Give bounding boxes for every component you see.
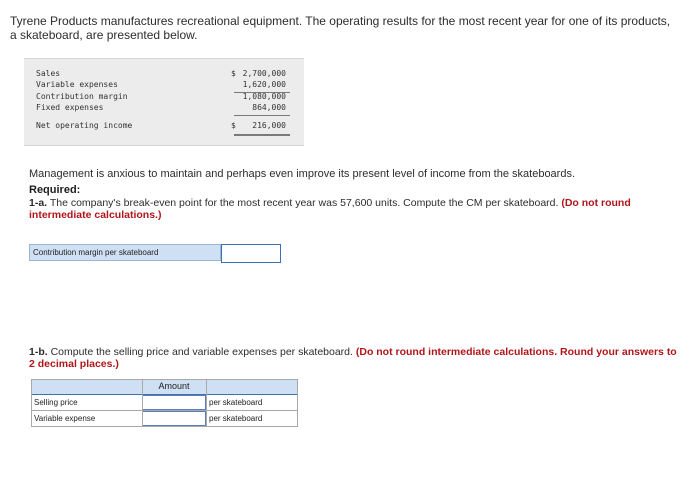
statement-row-net-operating-income [24, 120, 304, 132]
row-label: Selling price [34, 398, 78, 407]
question-1b [29, 346, 679, 370]
subtotal-rule [234, 115, 290, 116]
required-heading: Required: [29, 184, 81, 196]
column-divider [206, 379, 207, 427]
statement-row-fixed-expenses [24, 102, 304, 114]
statement-label: Fixed expenses [36, 103, 104, 112]
answer-table-1b [31, 379, 298, 427]
question-instruction: (Do not round intermediate calculations.) [29, 197, 631, 221]
unit-label: per skateboard [209, 398, 263, 407]
question-1a [29, 197, 679, 221]
statement-value: 1,080,000 [242, 92, 286, 101]
question-text: The company's break-even point for the most recent year was 57,600 units. Compute the CM per skateboard. [47, 197, 562, 209]
question-text: Compute the selling price and variable expenses per skateboard. [47, 346, 356, 358]
question-number: 1-b. [29, 346, 48, 358]
question-instruction: (Do not round intermediate calculations. Round your answers to 2 decimal places.) [29, 346, 677, 370]
statement-value: 216,000 [252, 121, 286, 130]
statement-label: Sales [36, 69, 61, 78]
table-row-selling-price [31, 395, 298, 411]
statement-label: Net operating income [36, 121, 133, 130]
table-row-variable-expense [31, 411, 298, 427]
table-header [31, 379, 298, 395]
statement-value: 1,620,000 [242, 80, 286, 89]
income-statement [24, 58, 304, 146]
statement-value: 2,700,000 [242, 69, 286, 78]
management-statement: Management is anxious to maintain and perhaps even improve its present level of income from the skateboards. [29, 168, 576, 180]
total-double-rule [234, 134, 290, 136]
row-label: Variable expense [34, 414, 96, 423]
selling-price-input[interactable] [142, 395, 206, 410]
statement-value: 864,000 [252, 103, 286, 112]
statement-row-variable-expenses [24, 79, 304, 91]
problem-intro: Tyrene Products manufactures recreational equipment. The operating results for the most recent year for one of its products, a skateboard, are presented below. [10, 14, 671, 42]
cm-per-skateboard-label: Contribution margin per skateboard [29, 244, 221, 261]
dollar-sign: $ [231, 121, 236, 130]
column-divider [142, 379, 143, 427]
unit-label: per skateboard [209, 414, 263, 423]
question-number: 1-a. [29, 197, 48, 209]
dollar-sign: $ [231, 69, 236, 78]
statement-label: Variable expenses [36, 80, 118, 89]
variable-expense-input[interactable] [142, 411, 206, 426]
cm-per-skateboard-input[interactable] [221, 244, 281, 263]
amount-column-header: Amount [158, 381, 190, 391]
statement-label: Contribution margin [36, 92, 128, 101]
